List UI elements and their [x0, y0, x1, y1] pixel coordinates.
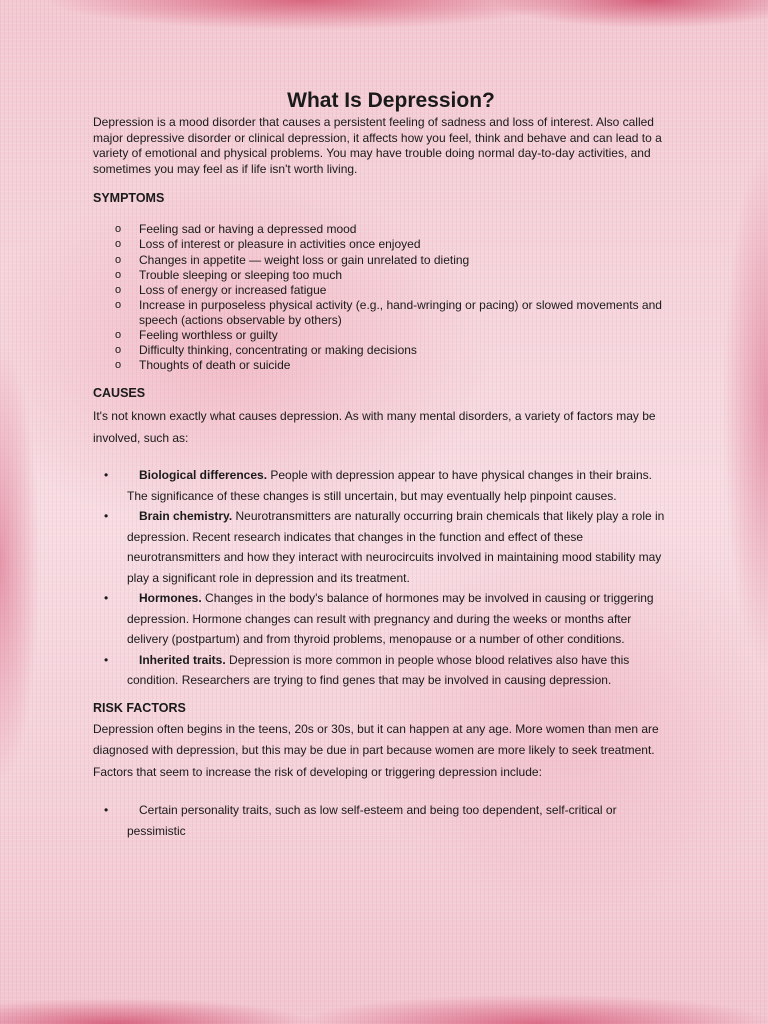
symptom-text: Loss of interest or pleasure in activities once enjoyed: [139, 237, 421, 252]
symptom-text: Difficulty thinking, concentrating or making decisions: [139, 343, 417, 358]
circle-bullet-icon: o: [115, 344, 122, 357]
symptoms-heading: SYMPTOMS: [93, 191, 165, 206]
symptom-text: Thoughts of death or suicide: [139, 358, 291, 373]
bullet-icon: •: [104, 591, 109, 606]
causes-list: [93, 465, 675, 691]
circle-bullet-icon: o: [115, 253, 122, 266]
cause-text: Depression is more common in people whose blood relatives also have this condition. Researchers are trying to find genes that may be involved in causing depression.: [127, 652, 630, 688]
symptom-text: Feeling sad or having a depressed mood: [139, 222, 357, 237]
causes-heading: CAUSES: [93, 386, 146, 401]
cause-text: People with depression appear to have physical changes in their brains. The significance of these changes is still uncertain, but may eventually help pinpoint causes.: [127, 468, 652, 503]
symptom-item: [93, 222, 675, 237]
symptom-item: [93, 358, 675, 373]
circle-bullet-icon: o: [115, 298, 122, 311]
circle-bullet-icon: o: [115, 329, 122, 342]
symptom-item: [93, 298, 675, 328]
symptom-item: [93, 283, 675, 298]
causes-intro: It's not known exactly what causes depression. As with many mental disorders, a variety of factors may be involved, such as:: [93, 409, 656, 445]
bullet-icon: •: [104, 803, 109, 818]
risk-factors-paragraph: Depression often begins in the teens, 20s or 30s, but it can happen at any age. More women than men are diagnosed with depression, but this may be due in part because women are more likely to seek treatment.: [93, 721, 659, 758]
cause-item: [93, 465, 675, 506]
risk-text: Certain personality traits, such as low self-esteem and being too dependent, self-critical or pessimistic: [127, 803, 617, 838]
cause-text: Neurotransmitters are naturally occurring brain chemicals that likely play a role in depression. Recent research indicates that changes in the function and effect of these neurotransmitters and how they interact with neurocircuits involved in maintaining mood stability may play a significant role in depression and its treatment.: [127, 509, 665, 585]
cause-term: Brain chemistry.: [139, 509, 233, 524]
symptom-text: Changes in appetite — weight loss or gain unrelated to dieting: [139, 252, 470, 267]
intro-paragraph: Depression is a mood disorder that causes a persistent feeling of sadness and loss of interest. Also called major depressive disorder or clinical depression, it affects how you feel, think and behave and can lead to a variety of emotional and physical problems. You may have trouble doing normal day-to-day activities, and sometimes you may feel as if life isn't worth living.: [93, 115, 662, 176]
risk-factors-list: [93, 800, 675, 841]
cause-term: Biological differences.: [139, 468, 268, 483]
bullet-icon: •: [104, 468, 109, 483]
symptom-text: Trouble sleeping or sleeping too much: [139, 267, 343, 282]
symptom-text: Increase in purposeless physical activity (e.g., hand-wringing or pacing) or slowed movements and speech (actions observable by others): [139, 297, 662, 327]
symptom-item: [93, 253, 675, 268]
circle-bullet-icon: o: [115, 268, 122, 281]
symptom-item: [93, 237, 675, 252]
symptom-text: Feeling worthless or guilty: [139, 328, 278, 343]
cause-item: [93, 588, 675, 650]
circle-bullet-icon: o: [115, 359, 122, 372]
cause-item: [93, 506, 675, 588]
symptoms-list: [93, 222, 675, 373]
risk-factors-intro: Factors that seem to increase the risk of developing or triggering depression include:: [93, 764, 542, 779]
circle-bullet-icon: o: [115, 223, 122, 236]
circle-bullet-icon: o: [115, 238, 122, 251]
cause-text: Changes in the body's balance of hormones may be involved in causing or triggering depression. Hormone changes can result with pregnancy and during the weeks or months after delivery (postpartum) and from thyroid problems, menopause or a number of other conditions.: [127, 591, 654, 647]
cause-term: Inherited traits.: [139, 652, 226, 667]
document-body: [93, 88, 675, 841]
page-title: What Is Depression?: [287, 89, 495, 112]
symptom-text: Loss of energy or increased fatigue: [139, 282, 327, 297]
risk-factors-heading: RISK FACTORS: [93, 700, 186, 715]
symptom-item: [93, 268, 675, 283]
bullet-icon: •: [104, 652, 109, 667]
symptom-item: [93, 343, 675, 358]
risk-item: [93, 800, 675, 841]
cause-term: Hormones.: [139, 591, 202, 606]
circle-bullet-icon: o: [115, 283, 122, 296]
cause-item: [93, 650, 675, 691]
bullet-icon: •: [104, 509, 109, 524]
symptom-item: [93, 328, 675, 343]
